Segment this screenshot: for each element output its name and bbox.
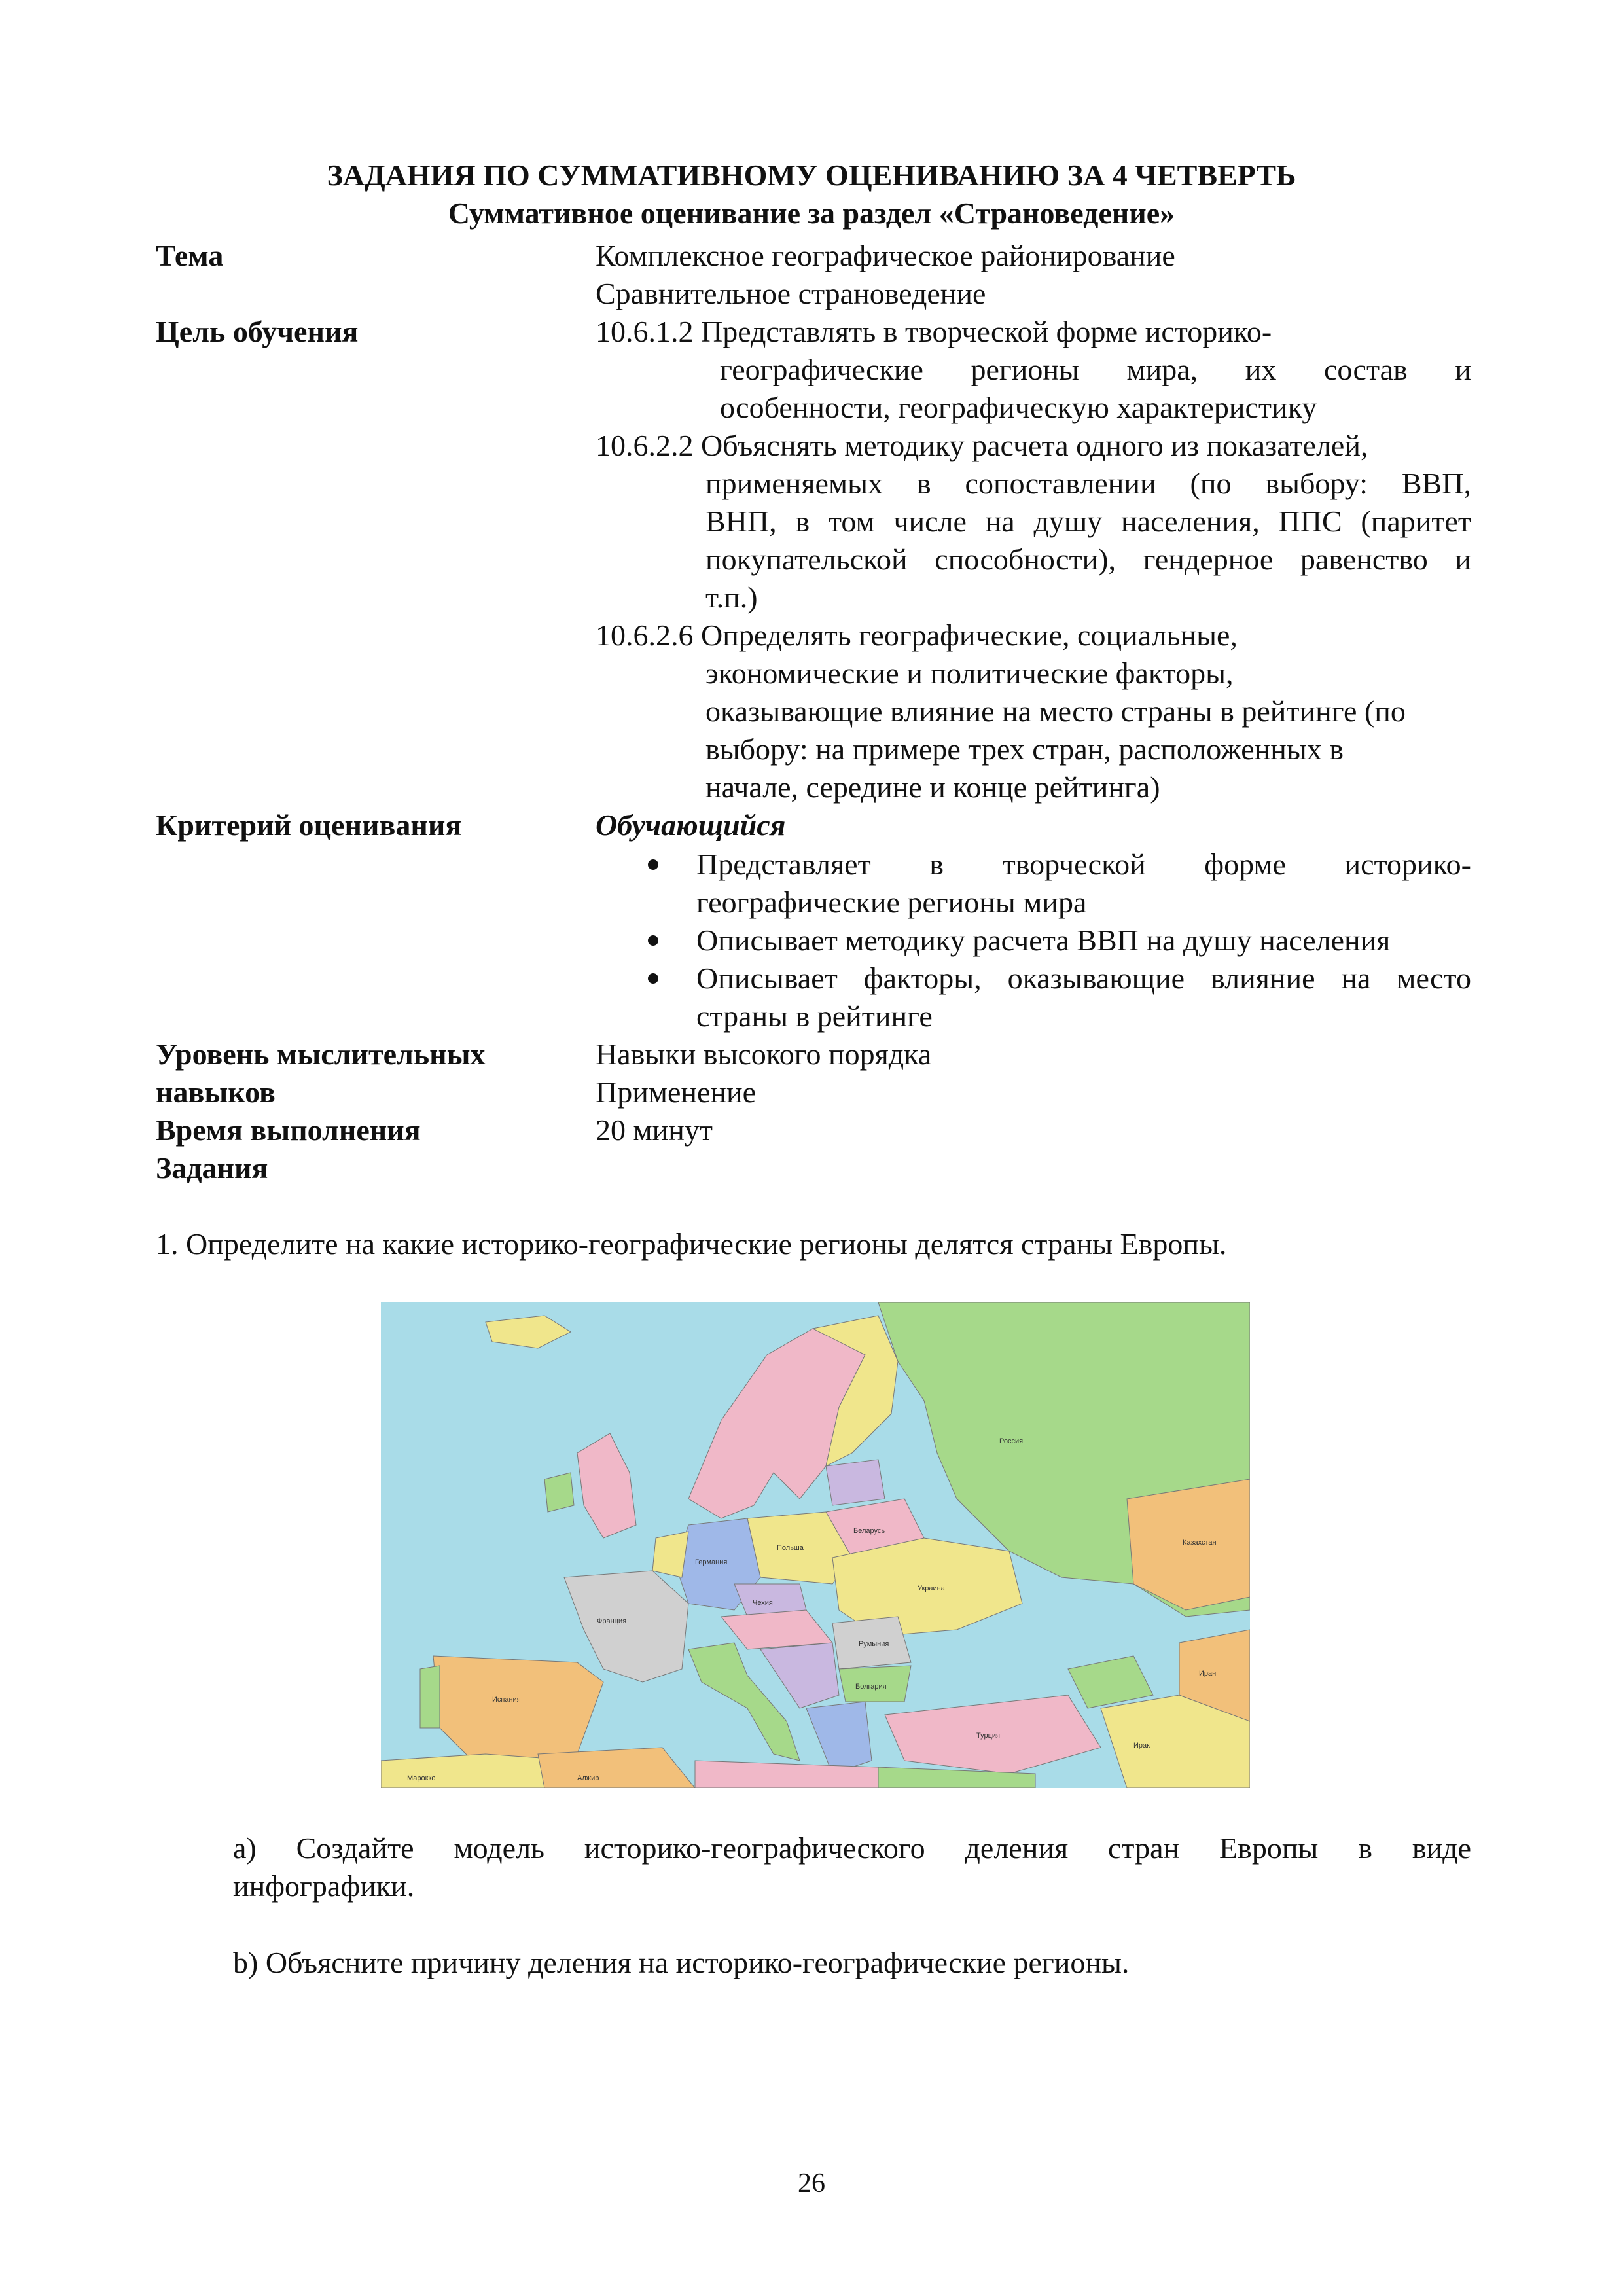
map-label: Испания [492,1696,521,1704]
map-label: Алжир [577,1774,599,1782]
goal-item-2-line: покупательской способности), гендерное равенство и [705,543,1471,576]
task-b: b) Объясните причину деления на историко-географические регионы. [233,1946,1130,1979]
task-a-line-2: инфографики. [233,1869,415,1903]
map-label: Германия [695,1558,728,1566]
map-label: Румыния [859,1640,889,1648]
benelux-region [652,1532,688,1577]
level-value-2: Применение [596,1075,757,1109]
map-label: Марокко [407,1774,436,1782]
goal-item-2-line: т.п.) [705,581,758,614]
bullet-icon [648,859,658,870]
criterion-bullet-1: Представляет в творческой форме историко- [696,848,1471,881]
goal-label: Цель обучения [156,315,359,348]
bullet-icon [648,973,658,984]
criterion-bullet-1-cont: географические регионы мира [696,886,1087,919]
map-label: Франция [597,1617,627,1625]
criterion-bullet-3: Описывает факторы, оказывающие влияние на место [696,961,1471,995]
ireland-region [544,1473,574,1512]
map-label: Беларусь [853,1527,885,1535]
time-label-2: Задания [156,1151,268,1185]
criterion-bullet-3-cont: страны в рейтинге [696,999,933,1033]
goal-item-3-line: начале, середине и конце рейтинга) [705,770,1160,804]
bullet-icon [648,935,658,946]
task-a-line-1: a) Создайте модель историко-географического деления стран Европы в виде [233,1831,1471,1865]
portugal-region [420,1666,440,1728]
goal-item-3: 10.6.2.6 Определять географические, социальные, [596,619,1238,652]
theme-line-2: Сравнительное страноведение [596,277,986,310]
criterion-bullet-2: Описывает методику расчета ВВП на душу населения [696,924,1391,957]
map-label: Чехия [753,1599,773,1607]
europe-map [381,1302,1250,1788]
theme-label: Тема [156,239,224,272]
map-label: Украина [918,1585,945,1592]
goal-item-1-line: особенности, географическую характеристику [720,391,1317,424]
goal-item-2: 10.6.2.2 Объяснять методику расчета одного из показателей, [596,429,1368,462]
page-number: 26 [798,2168,825,2198]
document-subtitle: Суммативное оценивание за раздел «Страноведение» [448,196,1175,230]
goal-item-3-line: оказывающие влияние на место страны в рейтинге (по [705,694,1406,728]
goal-item-3-line: выбору: на примере трех стран, расположенных в [705,732,1344,766]
goal-item-1-line: географические регионы мира, их состав и [720,353,1471,386]
map-label: Болгария [855,1683,887,1691]
goal-item-3-line: экономические и политические факторы, [705,656,1234,690]
theme-line-1: Комплексное географическое районирование [596,239,1175,272]
map-label: Ирак [1133,1742,1150,1749]
time-value: 20 минут [596,1113,713,1147]
document-title: ЗАДАНИЯ ПО СУММАТИВНОМУ ОЦЕНИВАНИЮ ЗА 4 ЧЕТВЕРТЬ [327,158,1296,192]
time-label: Время выполнения [156,1113,421,1147]
task-question: 1. Определите на какие историко-географические регионы делятся страны Европы. [156,1227,1227,1261]
map-label: Польша [777,1544,804,1552]
goal-item-2-line: ВНП, в том числе на душу населения, ППС (паритет [705,505,1471,538]
map-label: Иран [1199,1670,1217,1677]
map-label: Турция [976,1732,1000,1740]
level-value-1: Навыки высокого порядка [596,1037,932,1071]
level-label-2: навыков [156,1075,276,1109]
map-label: Россия [999,1437,1024,1445]
goal-item-2-line: применяемых в сопоставлении (по выбору: ВВП, [705,467,1471,500]
map-label: Казахстан [1183,1539,1217,1547]
baltics-region [826,1460,885,1505]
level-label: Уровень мыслительных [156,1037,486,1071]
goal-item-1: 10.6.1.2 Представлять в творческой форме историко- [596,315,1272,348]
criterion-label: Критерий оценивания [156,808,462,842]
criterion-heading: Обучающийся [596,808,786,842]
